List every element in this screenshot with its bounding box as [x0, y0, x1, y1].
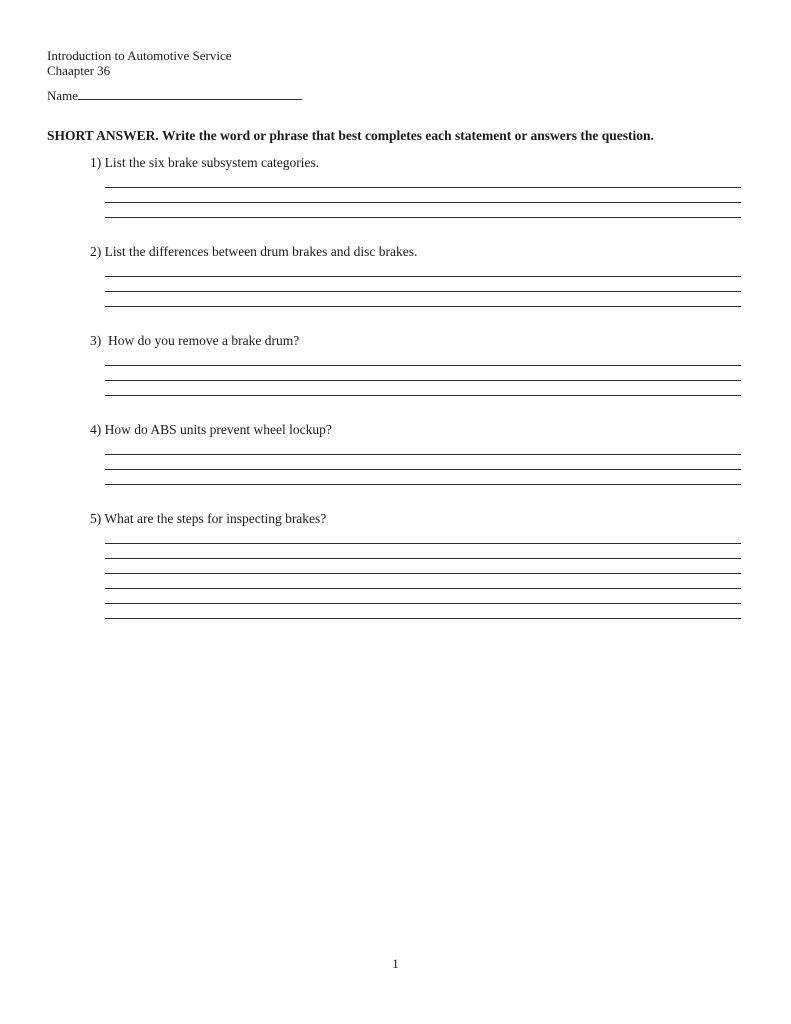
answer-line: [105, 455, 741, 470]
name-label: Name: [47, 88, 79, 103]
question-label: 5) What are the steps for inspecting brakes?: [90, 511, 327, 526]
answer-line: [105, 589, 741, 604]
answer-line: [105, 544, 741, 559]
name-row: [47, 88, 741, 104]
answer-lines: [105, 529, 741, 619]
answer-line: [105, 440, 741, 455]
question-label: 2) List the differences between drum brakes and disc brakes.: [90, 244, 418, 259]
answer-line: [105, 277, 741, 292]
question-block: [90, 333, 741, 396]
page-number: 1: [392, 956, 399, 971]
answer-line: [105, 366, 741, 381]
answer-lines: [105, 351, 741, 396]
question-block: [90, 244, 741, 307]
question-label: 4) How do ABS units prevent wheel lockup?: [90, 422, 332, 437]
document-header: [47, 48, 741, 78]
course-title: Introduction to Automotive Service: [47, 48, 232, 63]
answer-line: [105, 529, 741, 544]
answer-lines: [105, 262, 741, 307]
answer-line: [105, 188, 741, 203]
answer-line: [105, 604, 741, 619]
question-block: [90, 511, 741, 619]
name-blank-line: [78, 88, 302, 100]
answer-line: [105, 574, 741, 589]
question-block: [90, 422, 741, 485]
question-label: 3) How do you remove a brake drum?: [90, 333, 300, 348]
answer-line: [105, 203, 741, 218]
answer-line: [105, 381, 741, 396]
answer-lines: [105, 440, 741, 485]
section-heading: SHORT ANSWER. Write the word or phrase that best completes each statement or answers the question.: [47, 128, 654, 143]
answer-line: [105, 559, 741, 574]
answer-lines: [105, 173, 741, 218]
question-block: [90, 155, 741, 218]
answer-line: [105, 292, 741, 307]
questions-container: [90, 155, 741, 619]
chapter-title: Chaapter 36: [47, 63, 111, 78]
answer-line: [105, 262, 741, 277]
answer-line: [105, 173, 741, 188]
answer-line: [105, 470, 741, 485]
question-label: 1) List the six brake subsystem categories.: [90, 155, 320, 170]
answer-line: [105, 351, 741, 366]
document-content: [47, 48, 741, 645]
